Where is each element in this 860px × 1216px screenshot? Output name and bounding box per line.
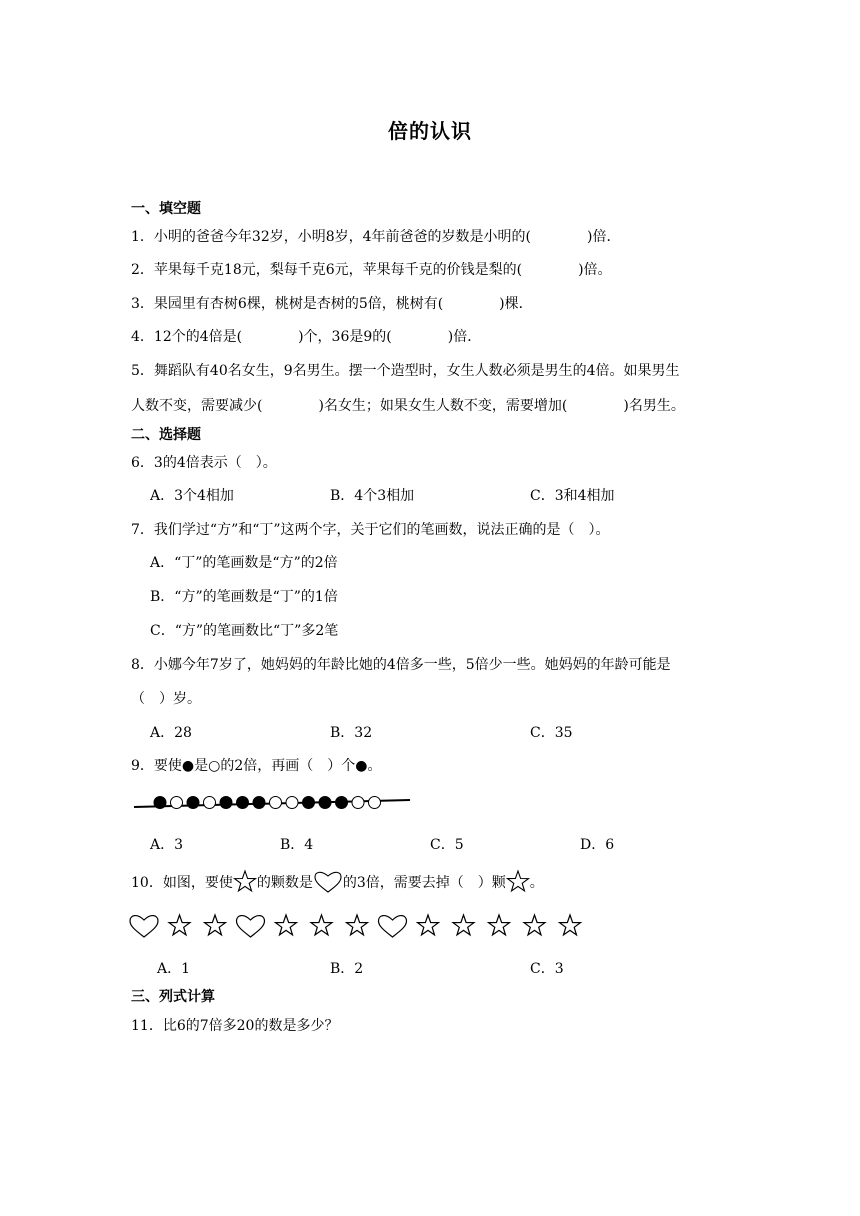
q6-option-b: B．4个3相加 — [330, 488, 415, 504]
empty-bead — [270, 797, 282, 809]
question-7: 7．我们学过“方”和“丁”这两个字，关于它们的笔画数，说法正确的是（ ）。 — [131, 522, 610, 538]
heart-star-row-figure — [128, 910, 588, 942]
q9-option-d: D．6 — [580, 837, 615, 853]
star-icon — [233, 870, 257, 894]
filled-bead — [154, 797, 166, 809]
q10-text-a: 10．如图，要使 — [131, 875, 233, 891]
empty-bead — [369, 797, 381, 809]
filled-bead — [237, 797, 249, 809]
q10-text-c: 的3倍，需要去掉（ ）颗 — [342, 875, 506, 891]
question-8-line-2: （ ）岁。 — [131, 691, 201, 707]
q9-option-b: B．4 — [280, 837, 314, 853]
star-icon — [560, 915, 581, 935]
question-6: 6．3的4倍表示（ ）。 — [131, 455, 277, 471]
question-10 — [131, 870, 544, 894]
q8-option-a: A．28 — [150, 725, 192, 741]
filled-bead — [336, 797, 348, 809]
heart-icon — [130, 916, 158, 937]
question-9: 9．要使●是○的2倍，再画（ ）个●。 — [131, 758, 382, 774]
question-5-line-1: 5．舞蹈队有40名女生，9名男生。摆一个造型时，女生人数必须是男生的4倍。如果男生 — [131, 363, 680, 379]
filled-bead — [319, 797, 331, 809]
section-heading-calculation: 三、列式计算 — [131, 989, 215, 1005]
question-1: 1．小明的爸爸今年32岁，小明8岁，4年前爸爸的岁数是小明的( )倍． — [131, 229, 621, 245]
heart-icon — [379, 916, 407, 937]
q10-text-b: 的颗数是 — [256, 875, 313, 891]
empty-bead — [286, 797, 298, 809]
filled-bead — [303, 797, 315, 809]
empty-bead — [204, 797, 216, 809]
q7-option-c: C．“方”的笔画数比“丁”多2笔 — [150, 623, 339, 639]
q6-option-a: A．3个4相加 — [150, 488, 234, 504]
q7-option-a: A．“丁”的笔画数是“方”的2倍 — [150, 555, 338, 571]
star-icon — [453, 915, 474, 935]
empty-bead — [171, 797, 183, 809]
page-title: 倍的认识 — [388, 119, 472, 143]
section-heading-fill-blank: 一、填空题 — [131, 201, 201, 217]
star-icon — [418, 915, 439, 935]
q10-option-c: C．3 — [530, 961, 564, 977]
heart-icon — [237, 916, 265, 937]
star-icon — [524, 915, 545, 935]
star-icon — [169, 915, 190, 935]
star-icon — [489, 915, 510, 935]
question-4: 4．12个的4倍是( )个，36是9的( )倍． — [131, 329, 482, 345]
q9-option-a: A．3 — [150, 837, 184, 853]
empty-bead — [352, 797, 364, 809]
section-heading-choice: 二、选择题 — [131, 427, 201, 443]
question-5-line-2: 人数不变，需要减少( )名女生；如果女生人数不变，需要增加( )名男生。 — [131, 398, 685, 414]
star-icon — [205, 915, 226, 935]
filled-bead — [220, 797, 232, 809]
q10-text-d: 。 — [529, 875, 544, 891]
q8-option-b: B．32 — [330, 725, 373, 741]
q9-option-c: C．5 — [430, 837, 464, 853]
star-icon — [506, 870, 530, 894]
question-8-line-1: 8．小娜今年7岁了，她妈妈的年龄比她的4倍多一些，5倍少一些。她妈妈的年龄可能是 — [131, 657, 671, 673]
q7-option-b: B．“方”的笔画数是“丁”的1倍 — [150, 589, 338, 605]
filled-bead — [253, 797, 265, 809]
q10-option-b: B．2 — [330, 961, 364, 977]
q6-option-c: C．3和4相加 — [530, 488, 615, 504]
star-icon — [311, 915, 332, 935]
bead-string-figure — [130, 790, 415, 816]
q10-option-a: A．1 — [157, 961, 191, 977]
star-icon — [347, 915, 368, 935]
question-2: 2．苹果每千克18元，梨每千克6元，苹果每千克的价钱是梨的( )倍。 — [131, 262, 612, 278]
question-11: 11．比6的7倍多20的数是多少？ — [131, 1018, 339, 1034]
filled-bead — [187, 797, 199, 809]
question-3: 3．果园里有杏树6棵，桃树是杏树的5倍，桃树有( )棵． — [131, 296, 533, 312]
heart-icon — [313, 870, 343, 894]
q8-option-c: C．35 — [530, 725, 573, 741]
star-icon — [276, 915, 297, 935]
